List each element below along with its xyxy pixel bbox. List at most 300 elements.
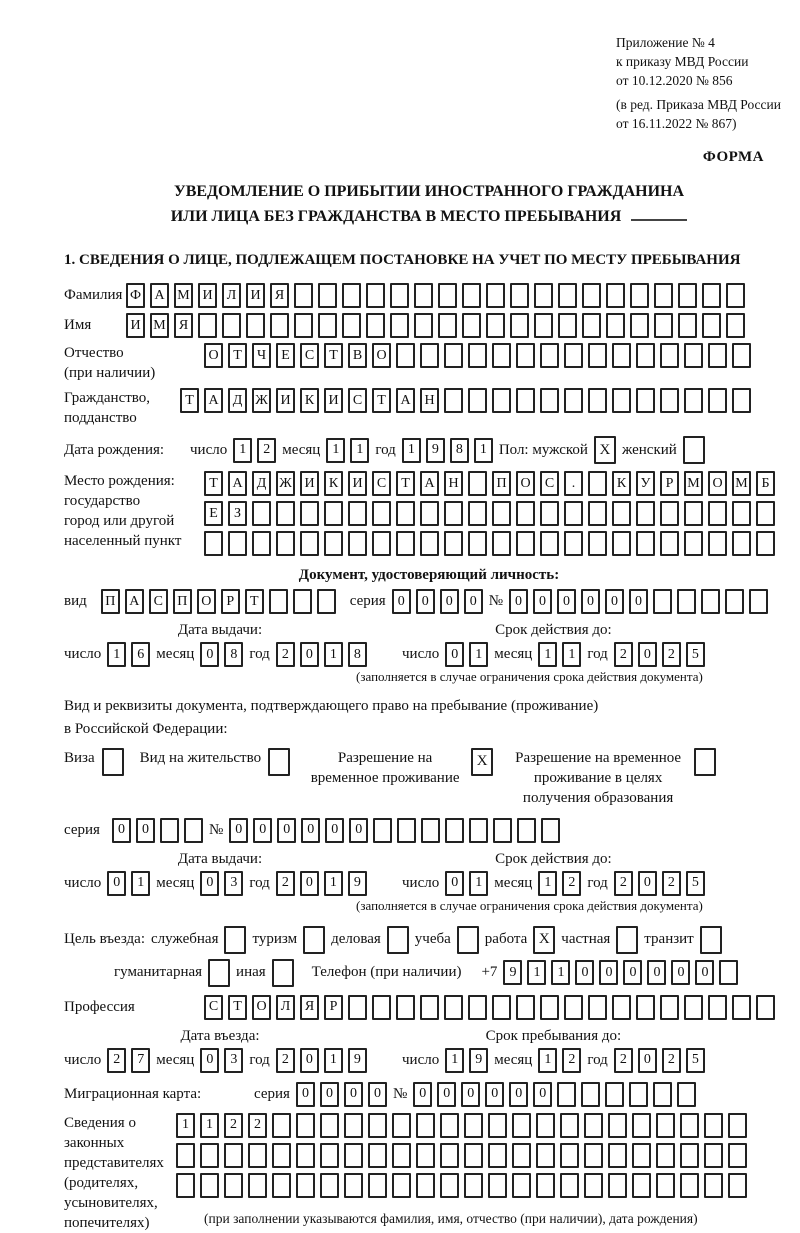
- grid-cell[interactable]: [320, 1173, 339, 1198]
- grid-cell[interactable]: [564, 388, 583, 413]
- grid-cell[interactable]: С: [204, 995, 223, 1020]
- grid-cell[interactable]: 9: [469, 1048, 488, 1073]
- grid-cell[interactable]: [708, 388, 727, 413]
- grid-cell[interactable]: Ф: [126, 283, 145, 308]
- grid-cell[interactable]: [632, 1113, 651, 1138]
- grid-cell[interactable]: А: [396, 388, 415, 413]
- grid-cell[interactable]: [468, 471, 487, 496]
- grid-cell[interactable]: Т: [372, 388, 391, 413]
- grid-cell[interactable]: 0: [445, 642, 464, 667]
- grid-cell[interactable]: [324, 531, 343, 556]
- grid-cell[interactable]: 9: [348, 1048, 367, 1073]
- grid-cell[interactable]: [462, 283, 481, 308]
- grid-cell[interactable]: А: [420, 471, 439, 496]
- grid-cell[interactable]: [469, 818, 488, 843]
- grid-cell[interactable]: М: [174, 283, 193, 308]
- grid-cell[interactable]: [468, 388, 487, 413]
- grid-cell[interactable]: [348, 995, 367, 1020]
- grid-cell[interactable]: 0: [623, 960, 642, 985]
- grid-cell[interactable]: Ж: [252, 388, 271, 413]
- grid-cell[interactable]: М: [150, 313, 169, 338]
- grid-cell[interactable]: 5: [686, 642, 705, 667]
- grid-cell[interactable]: И: [198, 283, 217, 308]
- grid-cell[interactable]: [612, 501, 631, 526]
- grid-cell[interactable]: [612, 995, 631, 1020]
- grid-cell[interactable]: [492, 501, 511, 526]
- grid-cell[interactable]: Р: [660, 471, 679, 496]
- grid-cell[interactable]: [629, 1082, 648, 1107]
- grid-cell[interactable]: 2: [276, 1048, 295, 1073]
- grid-cell[interactable]: [516, 501, 535, 526]
- grid-cell[interactable]: [678, 283, 697, 308]
- grid-cell[interactable]: [536, 1173, 555, 1198]
- grid-cell[interactable]: [444, 501, 463, 526]
- grid-cell[interactable]: [296, 1173, 315, 1198]
- grid-cell[interactable]: [636, 343, 655, 368]
- grid-cell[interactable]: [228, 531, 247, 556]
- grid-cell[interactable]: [632, 1173, 651, 1198]
- grid-cell[interactable]: [486, 283, 505, 308]
- grid-cell[interactable]: Л: [276, 995, 295, 1020]
- grid-cell[interactable]: 2: [662, 642, 681, 667]
- grid-cell[interactable]: 0: [413, 1082, 432, 1107]
- grid-cell[interactable]: [252, 501, 271, 526]
- grid-cell[interactable]: Т: [324, 343, 343, 368]
- grid-cell[interactable]: [397, 818, 416, 843]
- grid-cell[interactable]: [684, 531, 703, 556]
- grid-cell[interactable]: 0: [200, 642, 219, 667]
- grid-cell[interactable]: [492, 343, 511, 368]
- grid-cell[interactable]: [444, 995, 463, 1020]
- grid-cell[interactable]: [272, 1173, 291, 1198]
- grid-cell[interactable]: [372, 995, 391, 1020]
- grid-cell[interactable]: Ч: [252, 343, 271, 368]
- grid-cell[interactable]: 0: [107, 871, 126, 896]
- grid-cell[interactable]: С: [300, 343, 319, 368]
- grid-cell[interactable]: 0: [300, 642, 319, 667]
- grid-cell[interactable]: [252, 531, 271, 556]
- grid-cell[interactable]: [680, 1143, 699, 1168]
- grid-cell[interactable]: [749, 589, 768, 614]
- grid-cell[interactable]: [588, 388, 607, 413]
- grid-cell[interactable]: [726, 283, 745, 308]
- grid-cell[interactable]: [464, 1173, 483, 1198]
- grid-cell[interactable]: [438, 313, 457, 338]
- grid-cell[interactable]: [656, 1173, 675, 1198]
- grid-cell[interactable]: 0: [392, 589, 411, 614]
- grid-cell[interactable]: 1: [474, 438, 493, 463]
- grid-cell[interactable]: 2: [562, 1048, 581, 1073]
- grid-cell[interactable]: [660, 995, 679, 1020]
- grid-cell[interactable]: 8: [450, 438, 469, 463]
- grid-cell[interactable]: Я: [270, 283, 289, 308]
- grid-cell[interactable]: И: [300, 471, 319, 496]
- grid-cell[interactable]: [694, 748, 716, 776]
- grid-cell[interactable]: 0: [325, 818, 344, 843]
- grid-cell[interactable]: 9: [348, 871, 367, 896]
- grid-cell[interactable]: Д: [228, 388, 247, 413]
- grid-cell[interactable]: [702, 283, 721, 308]
- grid-cell[interactable]: 2: [662, 871, 681, 896]
- grid-cell[interactable]: X: [533, 926, 555, 954]
- grid-cell[interactable]: [606, 283, 625, 308]
- grid-cell[interactable]: [200, 1173, 219, 1198]
- grid-cell[interactable]: [348, 501, 367, 526]
- grid-cell[interactable]: 1: [445, 1048, 464, 1073]
- grid-cell[interactable]: [368, 1143, 387, 1168]
- grid-cell[interactable]: [368, 1173, 387, 1198]
- grid-cell[interactable]: [558, 283, 577, 308]
- grid-cell[interactable]: [704, 1173, 723, 1198]
- grid-cell[interactable]: 2: [614, 871, 633, 896]
- grid-cell[interactable]: [584, 1173, 603, 1198]
- grid-cell[interactable]: И: [324, 388, 343, 413]
- grid-cell[interactable]: [678, 313, 697, 338]
- grid-cell[interactable]: X: [471, 748, 493, 776]
- grid-cell[interactable]: М: [732, 471, 751, 496]
- grid-cell[interactable]: М: [684, 471, 703, 496]
- grid-cell[interactable]: [488, 1113, 507, 1138]
- grid-cell[interactable]: [534, 313, 553, 338]
- grid-cell[interactable]: [700, 926, 722, 954]
- grid-cell[interactable]: [660, 343, 679, 368]
- grid-cell[interactable]: [276, 531, 295, 556]
- grid-cell[interactable]: [396, 501, 415, 526]
- grid-cell[interactable]: Ж: [276, 471, 295, 496]
- grid-cell[interactable]: [708, 501, 727, 526]
- grid-cell[interactable]: [728, 1113, 747, 1138]
- grid-cell[interactable]: Р: [324, 995, 343, 1020]
- grid-cell[interactable]: [608, 1113, 627, 1138]
- grid-cell[interactable]: [636, 531, 655, 556]
- grid-cell[interactable]: 0: [229, 818, 248, 843]
- grid-cell[interactable]: 5: [686, 1048, 705, 1073]
- grid-cell[interactable]: 1: [326, 438, 345, 463]
- grid-cell[interactable]: [534, 283, 553, 308]
- grid-cell[interactable]: .: [564, 471, 583, 496]
- grid-cell[interactable]: [368, 1113, 387, 1138]
- grid-cell[interactable]: [468, 531, 487, 556]
- grid-cell[interactable]: И: [246, 283, 265, 308]
- grid-cell[interactable]: [728, 1143, 747, 1168]
- grid-cell[interactable]: [493, 818, 512, 843]
- grid-cell[interactable]: 1: [131, 871, 150, 896]
- grid-cell[interactable]: 0: [301, 818, 320, 843]
- grid-cell[interactable]: [294, 283, 313, 308]
- grid-cell[interactable]: 0: [533, 1082, 552, 1107]
- grid-cell[interactable]: [588, 995, 607, 1020]
- grid-cell[interactable]: [492, 531, 511, 556]
- grid-cell[interactable]: [582, 283, 601, 308]
- grid-cell[interactable]: [440, 1143, 459, 1168]
- grid-cell[interactable]: [725, 589, 744, 614]
- grid-cell[interactable]: [558, 313, 577, 338]
- grid-cell[interactable]: И: [348, 471, 367, 496]
- grid-cell[interactable]: Л: [222, 283, 241, 308]
- grid-cell[interactable]: [300, 501, 319, 526]
- grid-cell[interactable]: [269, 589, 288, 614]
- grid-cell[interactable]: [392, 1173, 411, 1198]
- grid-cell[interactable]: [540, 388, 559, 413]
- grid-cell[interactable]: [342, 313, 361, 338]
- grid-cell[interactable]: [272, 959, 294, 987]
- grid-cell[interactable]: [390, 283, 409, 308]
- grid-cell[interactable]: 2: [562, 871, 581, 896]
- grid-cell[interactable]: О: [708, 471, 727, 496]
- grid-cell[interactable]: [488, 1173, 507, 1198]
- grid-cell[interactable]: [420, 531, 439, 556]
- grid-cell[interactable]: З: [228, 501, 247, 526]
- grid-cell[interactable]: [464, 1113, 483, 1138]
- grid-cell[interactable]: [464, 1143, 483, 1168]
- grid-cell[interactable]: 0: [416, 589, 435, 614]
- grid-cell[interactable]: [516, 531, 535, 556]
- grid-cell[interactable]: 6: [131, 642, 150, 667]
- grid-cell[interactable]: 1: [538, 871, 557, 896]
- grid-cell[interactable]: [324, 501, 343, 526]
- grid-cell[interactable]: 0: [136, 818, 155, 843]
- grid-cell[interactable]: [653, 589, 672, 614]
- grid-cell[interactable]: 1: [324, 871, 343, 896]
- grid-cell[interactable]: [293, 589, 312, 614]
- grid-cell[interactable]: П: [173, 589, 192, 614]
- grid-cell[interactable]: Е: [276, 343, 295, 368]
- grid-cell[interactable]: [588, 501, 607, 526]
- grid-cell[interactable]: [612, 343, 631, 368]
- grid-cell[interactable]: 0: [638, 871, 657, 896]
- grid-cell[interactable]: [421, 818, 440, 843]
- grid-cell[interactable]: [392, 1113, 411, 1138]
- grid-cell[interactable]: [560, 1173, 579, 1198]
- grid-cell[interactable]: О: [197, 589, 216, 614]
- grid-cell[interactable]: [684, 501, 703, 526]
- grid-cell[interactable]: [656, 1113, 675, 1138]
- grid-cell[interactable]: [510, 313, 529, 338]
- grid-cell[interactable]: [344, 1173, 363, 1198]
- grid-cell[interactable]: [560, 1113, 579, 1138]
- grid-cell[interactable]: [248, 1143, 267, 1168]
- grid-cell[interactable]: 0: [695, 960, 714, 985]
- grid-cell[interactable]: [416, 1143, 435, 1168]
- grid-cell[interactable]: В: [348, 343, 367, 368]
- grid-cell[interactable]: [516, 343, 535, 368]
- grid-cell[interactable]: [176, 1173, 195, 1198]
- grid-cell[interactable]: [636, 501, 655, 526]
- grid-cell[interactable]: [246, 313, 265, 338]
- grid-cell[interactable]: 3: [224, 1048, 243, 1073]
- grid-cell[interactable]: А: [204, 388, 223, 413]
- grid-cell[interactable]: [512, 1143, 531, 1168]
- grid-cell[interactable]: [564, 343, 583, 368]
- grid-cell[interactable]: [726, 313, 745, 338]
- grid-cell[interactable]: 0: [300, 1048, 319, 1073]
- grid-cell[interactable]: [198, 313, 217, 338]
- grid-cell[interactable]: [272, 1143, 291, 1168]
- grid-cell[interactable]: [492, 995, 511, 1020]
- grid-cell[interactable]: 1: [562, 642, 581, 667]
- grid-cell[interactable]: [632, 1143, 651, 1168]
- grid-cell[interactable]: [320, 1113, 339, 1138]
- grid-cell[interactable]: [344, 1113, 363, 1138]
- grid-cell[interactable]: О: [516, 471, 535, 496]
- grid-cell[interactable]: 0: [671, 960, 690, 985]
- grid-cell[interactable]: 0: [485, 1082, 504, 1107]
- grid-cell[interactable]: [366, 283, 385, 308]
- grid-cell[interactable]: [732, 995, 751, 1020]
- grid-cell[interactable]: 1: [233, 438, 252, 463]
- grid-cell[interactable]: О: [372, 343, 391, 368]
- grid-cell[interactable]: 0: [300, 871, 319, 896]
- grid-cell[interactable]: Б: [756, 471, 775, 496]
- grid-cell[interactable]: [560, 1143, 579, 1168]
- grid-cell[interactable]: [457, 926, 479, 954]
- grid-cell[interactable]: 1: [469, 871, 488, 896]
- grid-cell[interactable]: [606, 313, 625, 338]
- grid-cell[interactable]: 0: [200, 1048, 219, 1073]
- grid-cell[interactable]: [756, 531, 775, 556]
- grid-cell[interactable]: [680, 1113, 699, 1138]
- grid-cell[interactable]: [318, 283, 337, 308]
- grid-cell[interactable]: 1: [527, 960, 546, 985]
- grid-cell[interactable]: [102, 748, 124, 776]
- grid-cell[interactable]: [708, 995, 727, 1020]
- grid-cell[interactable]: А: [150, 283, 169, 308]
- grid-cell[interactable]: Н: [420, 388, 439, 413]
- grid-cell[interactable]: К: [300, 388, 319, 413]
- grid-cell[interactable]: [540, 501, 559, 526]
- grid-cell[interactable]: 1: [350, 438, 369, 463]
- grid-cell[interactable]: [540, 995, 559, 1020]
- grid-cell[interactable]: И: [126, 313, 145, 338]
- grid-cell[interactable]: [677, 1082, 696, 1107]
- grid-cell[interactable]: 0: [349, 818, 368, 843]
- grid-cell[interactable]: [420, 501, 439, 526]
- grid-cell[interactable]: [396, 343, 415, 368]
- grid-cell[interactable]: [660, 531, 679, 556]
- grid-cell[interactable]: 1: [538, 642, 557, 667]
- grid-cell[interactable]: [492, 388, 511, 413]
- grid-cell[interactable]: [348, 531, 367, 556]
- grid-cell[interactable]: [516, 995, 535, 1020]
- grid-cell[interactable]: [708, 531, 727, 556]
- grid-cell[interactable]: [486, 313, 505, 338]
- grid-cell[interactable]: [756, 995, 775, 1020]
- grid-cell[interactable]: 0: [533, 589, 552, 614]
- grid-cell[interactable]: У: [636, 471, 655, 496]
- grid-cell[interactable]: [392, 1143, 411, 1168]
- grid-cell[interactable]: 1: [324, 642, 343, 667]
- grid-cell[interactable]: [732, 501, 751, 526]
- grid-cell[interactable]: [440, 1173, 459, 1198]
- grid-cell[interactable]: 0: [509, 589, 528, 614]
- grid-cell[interactable]: 0: [575, 960, 594, 985]
- grid-cell[interactable]: [184, 818, 203, 843]
- grid-cell[interactable]: [300, 531, 319, 556]
- grid-cell[interactable]: 1: [107, 642, 126, 667]
- grid-cell[interactable]: 0: [581, 589, 600, 614]
- grid-cell[interactable]: [564, 531, 583, 556]
- grid-cell[interactable]: [660, 388, 679, 413]
- grid-cell[interactable]: [208, 959, 230, 987]
- grid-cell[interactable]: [414, 283, 433, 308]
- grid-cell[interactable]: [303, 926, 325, 954]
- grid-cell[interactable]: [342, 283, 361, 308]
- grid-cell[interactable]: [344, 1143, 363, 1168]
- grid-cell[interactable]: [512, 1113, 531, 1138]
- grid-cell[interactable]: 2: [257, 438, 276, 463]
- grid-cell[interactable]: [512, 1173, 531, 1198]
- grid-cell[interactable]: [296, 1143, 315, 1168]
- grid-cell[interactable]: [654, 283, 673, 308]
- grid-cell[interactable]: [320, 1143, 339, 1168]
- grid-cell[interactable]: [588, 531, 607, 556]
- grid-cell[interactable]: [296, 1113, 315, 1138]
- grid-cell[interactable]: С: [149, 589, 168, 614]
- grid-cell[interactable]: 0: [461, 1082, 480, 1107]
- grid-cell[interactable]: [536, 1143, 555, 1168]
- grid-cell[interactable]: [728, 1173, 747, 1198]
- grid-cell[interactable]: [608, 1173, 627, 1198]
- grid-cell[interactable]: [176, 1143, 195, 1168]
- grid-cell[interactable]: [683, 436, 705, 464]
- grid-cell[interactable]: [582, 313, 601, 338]
- grid-cell[interactable]: Е: [204, 501, 223, 526]
- grid-cell[interactable]: [684, 995, 703, 1020]
- grid-cell[interactable]: Т: [228, 995, 247, 1020]
- grid-cell[interactable]: [732, 388, 751, 413]
- grid-cell[interactable]: [445, 818, 464, 843]
- grid-cell[interactable]: 0: [112, 818, 131, 843]
- grid-cell[interactable]: [616, 926, 638, 954]
- grid-cell[interactable]: 8: [348, 642, 367, 667]
- grid-cell[interactable]: 1: [469, 642, 488, 667]
- grid-cell[interactable]: [584, 1113, 603, 1138]
- grid-cell[interactable]: 0: [344, 1082, 363, 1107]
- grid-cell[interactable]: 1: [176, 1113, 195, 1138]
- grid-cell[interactable]: [416, 1113, 435, 1138]
- grid-cell[interactable]: 0: [437, 1082, 456, 1107]
- grid-cell[interactable]: [440, 1113, 459, 1138]
- grid-cell[interactable]: 2: [276, 871, 295, 896]
- grid-cell[interactable]: 0: [277, 818, 296, 843]
- grid-cell[interactable]: [516, 388, 535, 413]
- grid-cell[interactable]: [468, 343, 487, 368]
- grid-cell[interactable]: 2: [614, 642, 633, 667]
- grid-cell[interactable]: 8: [224, 642, 243, 667]
- grid-cell[interactable]: [366, 313, 385, 338]
- grid-cell[interactable]: Т: [228, 343, 247, 368]
- grid-cell[interactable]: 2: [614, 1048, 633, 1073]
- grid-cell[interactable]: [612, 388, 631, 413]
- grid-cell[interactable]: Д: [252, 471, 271, 496]
- grid-cell[interactable]: 2: [276, 642, 295, 667]
- grid-cell[interactable]: [584, 1143, 603, 1168]
- grid-cell[interactable]: [444, 531, 463, 556]
- grid-cell[interactable]: [704, 1113, 723, 1138]
- grid-cell[interactable]: А: [228, 471, 247, 496]
- grid-cell[interactable]: [373, 818, 392, 843]
- grid-cell[interactable]: 2: [662, 1048, 681, 1073]
- grid-cell[interactable]: 0: [253, 818, 272, 843]
- grid-cell[interactable]: 1: [551, 960, 570, 985]
- grid-cell[interactable]: [248, 1173, 267, 1198]
- grid-cell[interactable]: [732, 531, 751, 556]
- grid-cell[interactable]: [684, 343, 703, 368]
- grid-cell[interactable]: Т: [396, 471, 415, 496]
- grid-cell[interactable]: [654, 313, 673, 338]
- grid-cell[interactable]: К: [324, 471, 343, 496]
- grid-cell[interactable]: [605, 1082, 624, 1107]
